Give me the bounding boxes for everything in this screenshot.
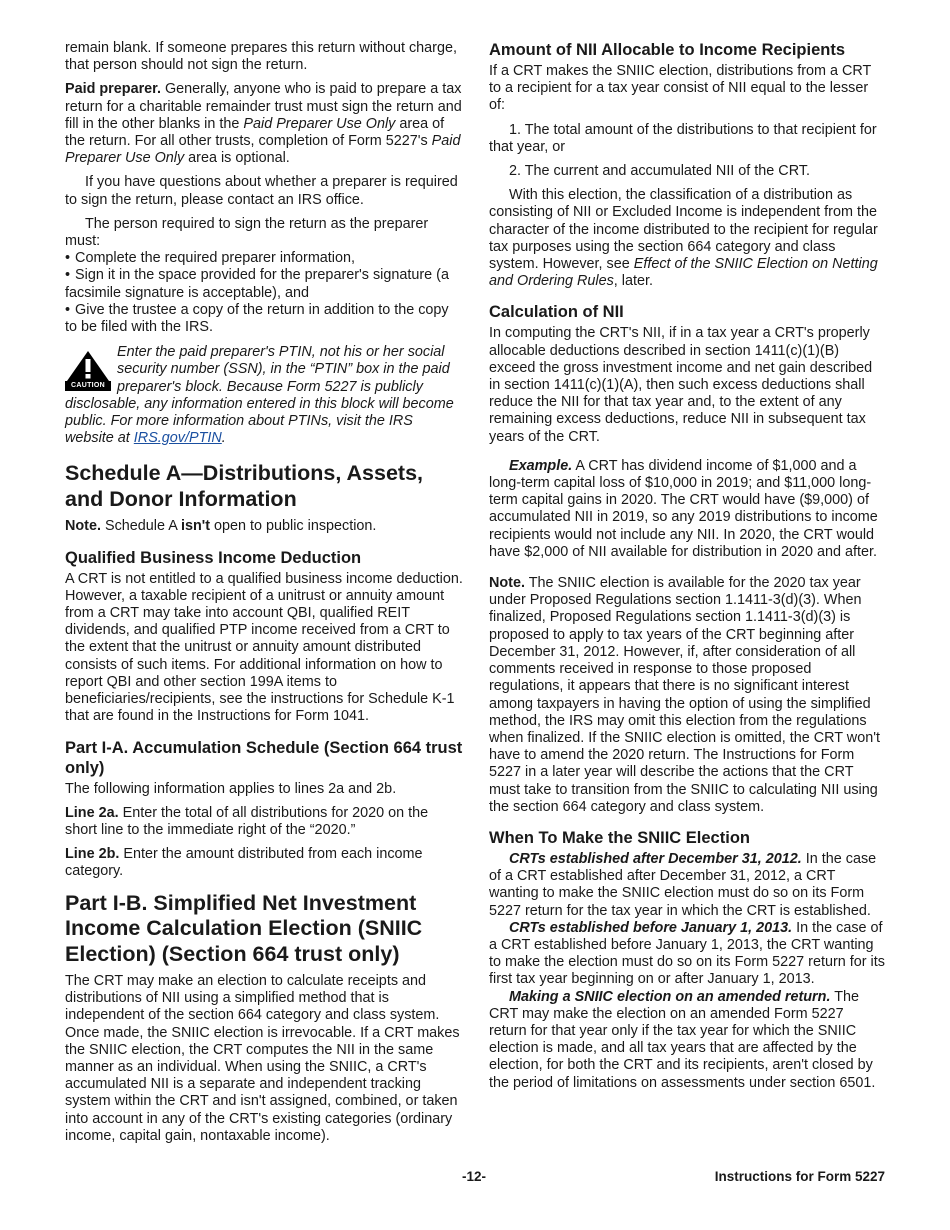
text: Generally, anyone who is paid to prepare a tax return for a charitable remainder trust must sign the return and fill in the other blanks in the	[65, 81, 462, 132]
form-title: Instructions for Form 5227	[714, 1169, 885, 1184]
line-2b-lead: Line 2b.	[65, 846, 120, 863]
line-2b-paragraph	[65, 846, 463, 880]
caution-icon	[65, 350, 111, 394]
list-item: • Sign it in the space provided for the preparer's signature (a facsimile signature is acceptable), and	[65, 267, 463, 301]
paragraph	[489, 187, 885, 290]
paragraph	[489, 920, 885, 989]
example-paragraph	[489, 458, 885, 561]
nii-allocable-heading: Amount of NII Allocable to Income Recipients	[489, 41, 846, 59]
part-1b-paragraph: The CRT may make an election to calculate receipts and distributions of NII using a simplified method that is independent of the section 664 category and class system. Once made, the SNIIC election is irrevocable. If a CRT makes the SNIIC election, the CRT computes the NII in the same manner as an individual. When using the SNIIC, a CRT's accumulated NII is a separate and independent tracking system within the CRT and isn't assigned, combined, or taken into account in any of the CRT's existing categories (ordinary income, capital gain, nontaxable income).	[65, 973, 460, 1144]
right-column	[489, 40, 885, 1099]
bold-text: isn't	[181, 518, 211, 535]
italic-text: Effect of the SNIIC Election on Netting and Ordering Rules	[489, 256, 878, 290]
text: In the case of a CRT established before January 1, 2013, the CRT wanting to make the election must do so on its Form 5227 return for its first tax year beginning on or after January 1, 2013.	[489, 919, 885, 988]
part-1b-heading: Part I-B. Simplified Net Investment Income Calculation Election (SNIIC Election) (Section 664 trust only)	[65, 890, 423, 966]
numbered-item: 1. The total amount of the distributions to that recipient for that year, or	[489, 121, 877, 155]
paragraph: remain blank. If someone prepares this return without charge, that person should not sign the return.	[65, 40, 457, 74]
text: The SNIIC election is available for the 2020 tax year under Proposed Regulations section 1.1411-3(d)(3). When finalized, Proposed Regulations section 1.1411-3(d)(3) is proposed to apply to tax years of the CRT beginning after December 31, 2012. However, if, after consideration of all comments received in response to those proposed regulations, it appears that there is no significant interest among taxpayers in having the option of using the simplified method, the IRS may omit this election from the regulations when finalized. If the SNIIC election is omitted, the CRT won't have to amend the 2020 return. The Instructions for Form 5227 in a later year will describe the actions that the CRT must take to transition from the SNIIC to calculating NII using the section 664 category and class system.	[489, 575, 880, 815]
text: .	[221, 430, 226, 447]
paragraph	[489, 851, 885, 920]
caution-text: Enter the paid preparer's PTIN, not his or her social security number (SSN), in the “PTIN” box in the paid preparer's block. Because Form 5227 is publicly disclosable, any information entered in this block will become public. For more information about PTINs, visit the IRS website at	[65, 344, 454, 447]
schedule-a-note	[65, 518, 463, 535]
part-1a-heading: Part I-A. Accumulation Schedule (Section 664 trust only)	[65, 738, 463, 777]
line-2a-paragraph	[65, 805, 463, 839]
caution-label: CAUTION	[65, 381, 111, 391]
paragraph: If you have questions about whether a preparer is required to sign the return, please contact an IRS office.	[65, 174, 458, 208]
text: With this election, the classification of a distribution as consisting of NII or Excluded Income is independent from the character of the income distributed to the recipient for regular tax purposes using the section 664 category and class system. However, see	[489, 187, 878, 273]
list-item: • Complete the required preparer information,	[65, 250, 463, 267]
subheading: CRTs established before January 1, 2013.	[509, 919, 793, 936]
paragraph	[489, 989, 885, 1092]
calculation-heading: Calculation of NII	[489, 303, 624, 322]
text: area is optional.	[184, 150, 290, 167]
page-number: -12-	[462, 1169, 487, 1184]
schedule-a-heading: Schedule A—Distributions, Assets, and Donor Information	[65, 461, 424, 511]
bullet-list	[65, 250, 463, 336]
numbered-item: 2. The current and accumulated NII of the CRT.	[509, 163, 811, 180]
qbi-heading: Qualified Business Income Deduction	[65, 548, 362, 567]
example-lead: Example.	[509, 457, 573, 474]
subheading: Making a SNIIC election on an amended return.	[509, 988, 831, 1005]
text: area of the return. For all other trusts, completion of Form 5227's	[65, 115, 445, 150]
text: In the case of a CRT established after December 31, 2012, a CRT wanting to make the SNIIC election must do so on its Form 5227 return for the tax year in which the CRT is established.	[489, 850, 877, 919]
italic-text: Paid Preparer Use Only	[65, 133, 461, 167]
note-lead: Note.	[65, 518, 101, 535]
qbi-paragraph: A CRT is not entitled to a qualified business income deduction. However, a taxable recipient of a unitrust or annuity amount from a CRT may take into account QBI, qualified REIT dividends, and qualified PTP income received from a CRT to the extent that the unitrust or annuity amount distributed consists of such items. For additional information on how to report QBI and other section 199A items to beneficiaries/recipients, see the instructions for Schedule K-1 that are found in the Instructions for Form 1041.	[65, 570, 463, 725]
italic-text: Paid Preparer Use Only	[243, 115, 396, 132]
subheading: CRTs established after December 31, 2012.	[509, 850, 802, 867]
text: Enter the amount distributed from each income category.	[65, 846, 423, 880]
list-item: • Give the trustee a copy of the return in addition to the copy to be filed with the IRS.	[65, 302, 463, 336]
when-heading: When To Make the SNIIC Election	[489, 828, 750, 847]
left-column	[65, 40, 463, 1152]
paragraph: If a CRT makes the SNIIC election, distributions from a CRT to a recipient for a tax year consist of NII equal to the lesser of:	[489, 63, 872, 114]
paid-preparer-paragraph	[65, 81, 463, 167]
text: open to public inspection.	[210, 518, 377, 535]
paragraph: In computing the CRT's NII, if in a tax year a CRT's properly allocable deductions described in section 1411(c)(1)(B) exceed the gross investment income and net gain described in section 1411(c)(1)(A), then such excess deductions shall reduce the NII for that tax year and, to the extent of any remaining excess deductions, reduce NII in subsequent tax years of the CRT.	[489, 325, 873, 445]
note-paragraph	[489, 575, 885, 816]
text: , later.	[613, 273, 653, 290]
text: Enter the total of all distributions for 2020 on the short line to the immediate right of the “2020.”	[65, 804, 429, 838]
paragraph: The person required to sign the return as the preparer must:	[65, 215, 429, 250]
text: Schedule A	[100, 518, 181, 535]
caution-note	[65, 344, 463, 447]
note-lead: Note.	[489, 575, 525, 592]
irs-ptin-link[interactable]: IRS.gov/PTIN	[133, 430, 222, 447]
text: The CRT may make the election on an amended Form 5227 return for that year only if the tax year for which the SNIIC election is made, and all tax years that are affected by the election, for both the CRT and its recipients, aren't closed by the period of limitations on assessments under section 6501.	[489, 988, 876, 1091]
paid-preparer-lead: Paid preparer.	[65, 81, 161, 98]
paragraph: The following information applies to lines 2a and 2b.	[65, 780, 397, 797]
line-2a-lead: Line 2a.	[65, 804, 119, 821]
text: A CRT has dividend income of $1,000 and a long-term capital loss of $10,000 in 2019; and $11,000 long-term capital gains in 2020. The CRT would have ($9,000) of accumulated NII in 2019, so any 2019 distributions to income recipients would not include any NII. In 2020, the CRT would have $2,000 of NII available for distribution in 2020 and after.	[489, 457, 878, 560]
